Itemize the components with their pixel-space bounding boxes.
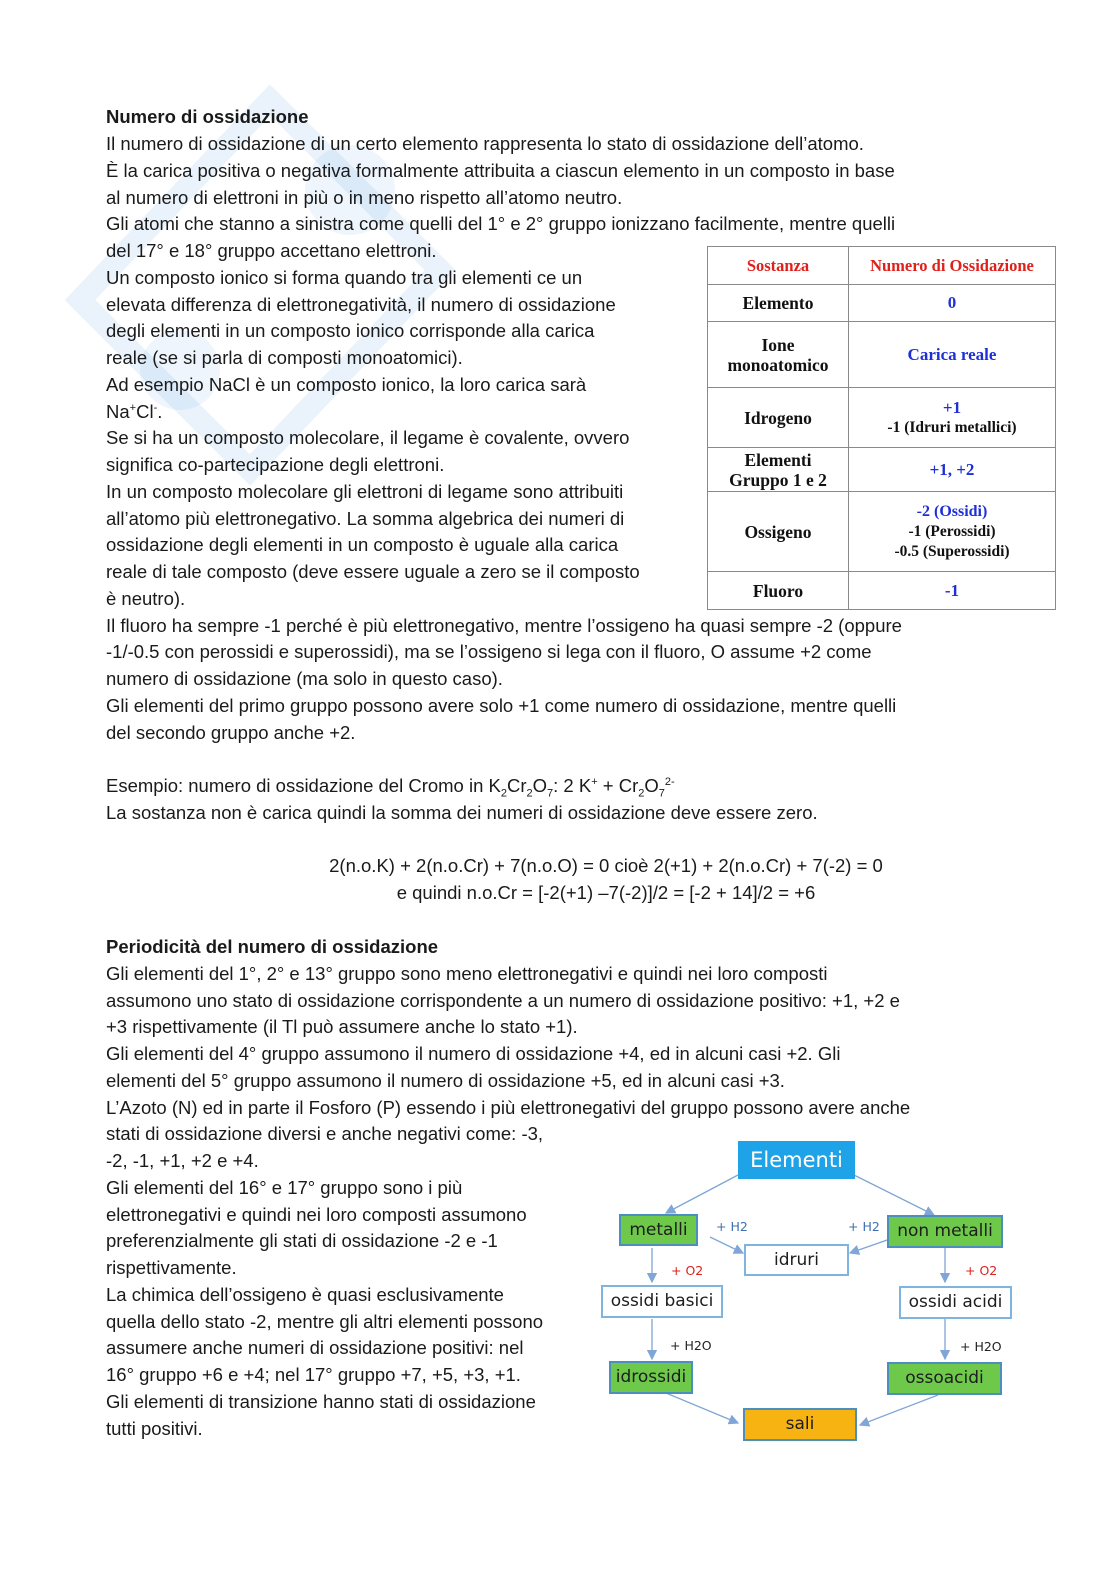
equation-1: 2(n.o.K) + 2(n.o.Cr) + 7(n.o.O) = 0 cioè 2(+1) + 2(n.o.Cr) + 7(-2) = 0 [329, 855, 883, 876]
arrow-metalli-idruri [710, 1237, 743, 1253]
paragraph-line: +3 rispettivamente (il Tl può assumere anche lo stato +1). [106, 1016, 578, 1037]
table-header-cell: Numero di Ossidazione [849, 247, 1056, 285]
section-heading-periodicita: Periodicità del numero di ossidazione [106, 936, 439, 957]
box-non-metalli: non metalli [887, 1215, 1003, 1248]
box-idrossidi: idrossidi [609, 1361, 693, 1394]
paragraph-line: reale di tale composto (deve essere uguale a zero se il composto [106, 561, 640, 582]
table-cell-sostanza: Ione monoatomico [708, 322, 849, 388]
box-ossidi-basici: ossidi basici [601, 1285, 723, 1318]
table-cell-valore: +1, +2 [849, 448, 1056, 492]
paragraph-line: La sostanza non è carica quindi la somma dei numeri di ossidazione deve essere zero. [106, 802, 818, 823]
paragraph-line: È la carica positiva o negativa formalmente attribuita a ciascun elemento in un composto in base [106, 160, 895, 181]
paragraph-line: degli elementi in un composto ionico corrisponde alla carica [106, 320, 595, 341]
paragraph-line: al numero di elettroni in più o in meno rispetto all’atomo neutro. [106, 187, 623, 208]
box-metalli: metalli [619, 1214, 698, 1246]
table-cell-sostanza: Fluoro [708, 572, 849, 610]
box-elementi: Elementi [738, 1141, 855, 1179]
paragraph-line: del secondo gruppo anche +2. [106, 722, 356, 743]
example-formula-line: Esempio: numero di ossidazione del Cromo in $K_2Cr_2O_7$: 2 $K^+ + Cr_2O_7^{2-}$ [106, 775, 675, 800]
table-cell-valore: -1 [849, 572, 1056, 610]
table-header-cell: Sostanza [708, 247, 849, 285]
paragraph-line: Gli elementi del 1°, 2° e 13° gruppo sono meno elettronegativi e quindi nei loro composti [106, 963, 828, 984]
table-header-row [708, 247, 1056, 285]
paragraph-line: Gli elementi del 16° e 17° gruppo sono i più [106, 1177, 463, 1198]
paragraph-line: elevata differenza di elettronegatività, il numero di ossidazione [106, 294, 616, 315]
table-row [708, 322, 1056, 388]
paragraph-line: Gli elementi del 4° gruppo assumono il numero di ossidazione +4, ed in alcuni casi +2. Gli [106, 1043, 841, 1064]
paragraph-line: significa co-partecipazione degli elettroni. [106, 454, 445, 475]
equation-2: e quindi n.o.Cr = [-2(+1) –7(-2)]/2 = [-2 + 14]/2 = +6 [396, 882, 816, 903]
paragraph-line: In un composto molecolare gli elettroni di legame sono attribuiti [106, 481, 624, 502]
paragraph-line: Ad esempio NaCl è un composto ionico, la loro carica sarà [106, 374, 587, 395]
paragraph-line: tutti positivi. [106, 1418, 203, 1439]
paragraph-line: ossidazione degli elementi in un composto è uguale alla carica [106, 534, 619, 555]
paragraph-line: preferenzialmente gli stati di ossidazione -2 e -1 [106, 1230, 498, 1251]
box-ossidi-acidi: ossidi acidi [899, 1286, 1012, 1319]
arrow-elementi-non-metalli [854, 1175, 934, 1215]
box-idruri: idruri [744, 1244, 849, 1276]
paragraph-line: reale (se si parla di composti monoatomici). [106, 347, 463, 368]
label-o2-right: + O2 [965, 1263, 998, 1278]
arrow-non-metalli-idruri [850, 1239, 890, 1253]
paragraph-line: Il fluoro ha sempre -1 perché è più elettronegativo, mentre l’ossigeno ha quasi sempre -2 (oppure [106, 615, 902, 636]
paragraph-line: quella dello stato -2, mentre gli altri elementi possono [106, 1311, 544, 1332]
table-row [708, 448, 1056, 492]
label-h2o-left: + H2O [670, 1338, 712, 1353]
paragraph-line: all’atomo più elettronegativo. La somma algebrica dei numeri di [106, 508, 625, 529]
box-sali: sali [743, 1408, 857, 1441]
label-h2-right: + H2 [848, 1219, 880, 1234]
paragraph-line: Il numero di ossidazione di un certo elemento rappresenta lo stato di ossidazione dell’atomo. [106, 133, 864, 154]
table-cell-valore: +1 -1 (Idruri metallici) [849, 388, 1056, 448]
nacl-formula-line: Na+Cl-. [106, 401, 163, 422]
paragraph-line: stati di ossidazione diversi e anche negativi come: -3, [106, 1123, 544, 1144]
paragraph-line: Se si ha un composto molecolare, il legame è covalente, ovvero [106, 427, 630, 448]
paragraph-line: è neutro). [106, 588, 186, 609]
table-cell-valore: 0 [849, 285, 1056, 322]
paragraph-line: 16° gruppo +6 e +4; nel 17° gruppo +7, +5, +3, +1. [106, 1364, 521, 1385]
paragraph-line: numero di ossidazione (ma solo in questo caso). [106, 668, 503, 689]
table-cell-sostanza: Elemento [708, 285, 849, 322]
table-cell-sostanza: Ossigeno [708, 492, 849, 572]
table-cell-valore: Carica reale [849, 322, 1056, 388]
section-heading-numero-ossidazione: Numero di ossidazione [106, 106, 309, 127]
paragraph-line: Gli atomi che stanno a sinistra come quelli del 1° e 2° gruppo ionizzano facilmente, mentre quelli [106, 213, 896, 234]
arrow-idrossidi-sali [666, 1393, 738, 1423]
paragraph-line: del 17° e 18° gruppo accettano elettroni. [106, 240, 437, 261]
label-h2o-right: + H2O [960, 1339, 1002, 1354]
paragraph-line: elettronegativi e quindi nei loro composti assumono [106, 1204, 527, 1225]
paragraph-line: rispettivamente. [106, 1257, 237, 1278]
paragraph-line: La chimica dell’ossigeno è quasi esclusivamente [106, 1284, 504, 1305]
table-row [708, 492, 1056, 572]
paragraph-line: Un composto ionico si forma quando tra gli elementi ce un [106, 267, 583, 288]
label-h2-left: + H2 [716, 1219, 748, 1234]
paragraph-line: L’Azoto (N) ed in parte il Fosforo (P) essendo i più elettronegativi del gruppo possono avere anche [106, 1097, 911, 1118]
table-row [708, 285, 1056, 322]
label-o2-left: + O2 [671, 1263, 704, 1278]
paragraph-line: assumono uno stato di ossidazione corrispondente a un numero di ossidazione positivo: +1, +2 e [106, 990, 900, 1011]
table-row [708, 388, 1056, 448]
box-ossoacidi: ossoacidi [887, 1362, 1002, 1395]
paragraph-line: assumere anche numeri di ossidazione positivi: nel [106, 1337, 524, 1358]
paragraph-line: -1/-0.5 con perossidi e superossidi), ma se l’ossigeno si lega con il fluoro, O assume +2 come [106, 641, 872, 662]
paragraph-line: elementi del 5° gruppo assumono il numero di ossidazione +5, ed in alcuni casi +3. [106, 1070, 785, 1091]
table-cell-sostanza: Elementi Gruppo 1 e 2 [708, 448, 849, 492]
elements-flow-diagram [598, 1137, 1018, 1447]
table-row [708, 572, 1056, 610]
arrow-ossoacidi-sali [860, 1395, 938, 1425]
table-cell-sostanza: Idrogeno [708, 388, 849, 448]
arrow-elementi-metalli [666, 1175, 738, 1213]
paragraph-line: -2, -1, +1, +2 e +4. [106, 1150, 259, 1171]
oxidation-number-table [707, 246, 1056, 610]
paragraph-line: Gli elementi di transizione hanno stati di ossidazione [106, 1391, 536, 1412]
table-cell-valore: -2 (Ossidi) -1 (Perossidi) -0.5 (Superossidi) [849, 492, 1056, 572]
paragraph-line: Gli elementi del primo gruppo possono avere solo +1 come numero di ossidazione, mentre quelli [106, 695, 897, 716]
